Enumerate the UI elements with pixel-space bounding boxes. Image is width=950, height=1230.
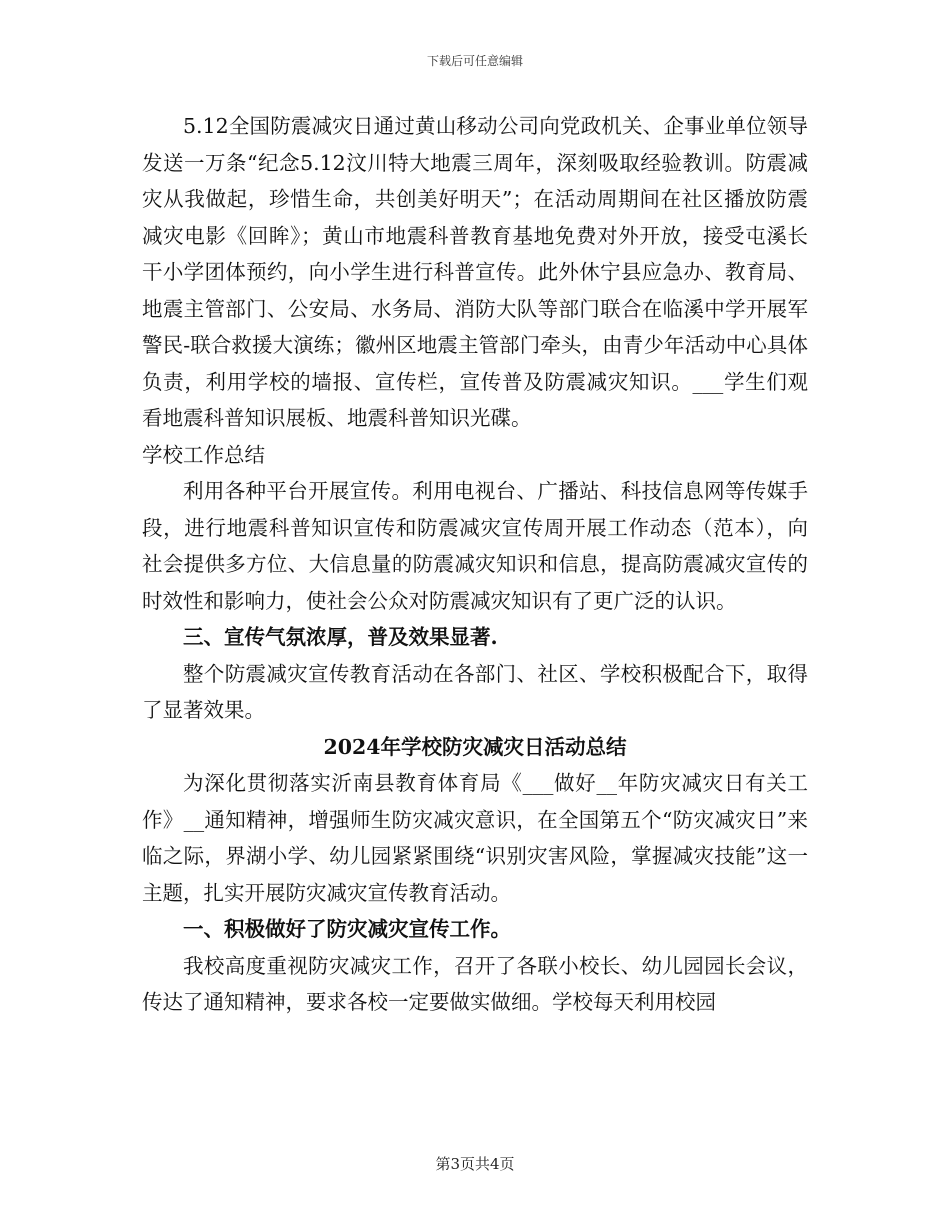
document-body [142,108,808,1021]
document-title-2024: 2024年学校防灾减灾日活动总结 [323,734,627,759]
paragraph-media-publicity: 利用各种平台开展宣传。利用电视台、广播站、科技信息网等传媒手段，进行地震科普知识宣传和防震减灾宣传周开展工作动态（范本），向社会提供多方位、大信息量的防震减灾知识和信息，提高防震减灾宣传的时效性和影响力，使社会公众对防震减灾知识有了更广泛的认识。 [142,479,808,613]
section-heading-three: 三、宣传气氛浓厚，普及效果显著. [183,625,498,649]
line-school-summary: 学校工作总结 [142,442,265,467]
paragraph-results: 整个防震减灾宣传教育活动在各部门、社区、学校积极配合下，取得了显著效果。 [142,661,808,722]
paragraph-school-work: 我校高度重视防灾减灾工作，召开了各联小校长、幼儿园园长会议，传达了通知精神，要求各校一定要做实做细。学校每天利用校园 [142,953,808,1014]
paragraph-earthquake-day: 5.12全国防震减灾日通过黄山移动公司向党政机关、企事业单位领导发送一万条“纪念5.12汶川特大地震三周年，深刻吸取经验教训。防震减灾从我做起，珍惜生命，共创美好明天”；在活动周期间在社区播放防震减灾电影《回眸》；黄山市地震科普教育基地免费对外开放，接受屯溪长干小学团体预约，向小学生进行科普宣传。此外休宁县应急办、教育局、地震主管部门、公安局、水务局、消防大队等部门联合在临溪中学开展军警民-联合救援大演练；徽州区地震主管部门牵头，由青少年活动中心具体负责，利用学校的墙报、宣传栏，宣传普及防震减灾知识。___学生们观看地震科普知识展板、地震科普知识光碟。 [142,114,808,430]
page-header-note: 下载后可任意编辑 [426,54,523,68]
section-heading-one: 一、积极做好了防灾减灾宣传工作。 [183,917,511,941]
paragraph-intro-2024: 为深化贯彻落实沂南县教育体育局《___做好__年防灾减灾日有关工作》__通知精神，增强师生防灾减灾意识，在全国第五个“防灾减灾日”来临之际，界湖小学、幼儿园紧紧围绕“识别灾害风险，掌握减灾技能”这一主题，扎实开展防灾减灾宣传教育活动。 [142,771,808,905]
page-number-footer: 第3页共4页 [435,1155,515,1173]
